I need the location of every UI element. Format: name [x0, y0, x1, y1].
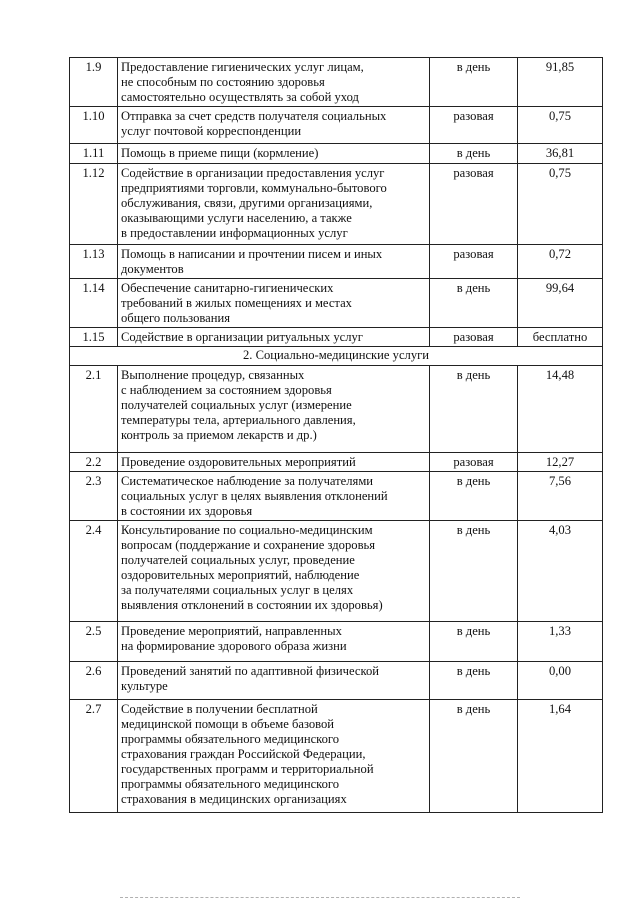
table-row: [70, 245, 603, 279]
row-number: 2.6: [70, 662, 118, 700]
service-price: 7,56: [518, 472, 603, 521]
table-row: [70, 662, 603, 700]
service-name-line: документов: [121, 262, 184, 276]
services-table: [69, 57, 603, 813]
service-name-line: требований в жилых помещениях и местах: [121, 296, 352, 310]
table-row: [70, 164, 603, 245]
service-name: [118, 521, 430, 622]
table-row: [70, 453, 603, 472]
service-name: [118, 472, 430, 521]
row-number: 1.11: [70, 144, 118, 164]
service-name: [118, 328, 430, 347]
service-name: [118, 366, 430, 453]
service-unit: разовая: [430, 164, 518, 245]
service-name-line: страхования в медицинских организациях: [121, 792, 347, 806]
row-number: 1.9: [70, 58, 118, 107]
row-number: 1.14: [70, 279, 118, 328]
service-price: 0,75: [518, 164, 603, 245]
table-row: [70, 279, 603, 328]
service-name-line: выявления отклонений в состоянии их здоровья): [121, 598, 383, 612]
service-name-line: Помощь в приеме пищи (кормление): [121, 146, 319, 160]
service-name-line: обслуживания, связи, другими организациями,: [121, 196, 373, 210]
service-unit: разовая: [430, 453, 518, 472]
service-name-line: Содействие в организации предоставления услуг: [121, 166, 385, 180]
service-price: бесплатно: [518, 328, 603, 347]
table-row: [70, 144, 603, 164]
service-name: [118, 164, 430, 245]
service-name: [118, 622, 430, 662]
service-name-line: вопросам (поддержание и сохранение здоровья: [121, 538, 376, 552]
table-row: [70, 366, 603, 453]
row-number: 2.4: [70, 521, 118, 622]
service-price: 0,75: [518, 107, 603, 144]
section-title: 2. Социально-медицинские услуги: [70, 347, 603, 366]
row-number: 2.2: [70, 453, 118, 472]
service-unit: в день: [430, 700, 518, 813]
service-name-line: на формирование здорового образа жизни: [121, 639, 347, 653]
table-row: [70, 622, 603, 662]
service-price: 1,64: [518, 700, 603, 813]
service-name: [118, 279, 430, 328]
service-unit: в день: [430, 58, 518, 107]
service-name-line: Консультирование по социально-медицинским: [121, 523, 373, 537]
service-price: 91,85: [518, 58, 603, 107]
service-name-line: программы обязательного медицинского: [121, 732, 340, 746]
row-number: 1.13: [70, 245, 118, 279]
service-name: [118, 58, 430, 107]
service-name-line: в предоставлении информационных услуг: [121, 226, 348, 240]
service-name-line: страхования граждан Российской Федерации,: [121, 747, 366, 761]
service-unit: в день: [430, 521, 518, 622]
service-unit: в день: [430, 279, 518, 328]
service-name-line: за получателями социальных услуг в целях: [121, 583, 354, 597]
service-unit: разовая: [430, 107, 518, 144]
row-number: 2.7: [70, 700, 118, 813]
row-number: 2.1: [70, 366, 118, 453]
service-name-line: Систематическое наблюдение за получателями: [121, 474, 374, 488]
table-row: [70, 328, 603, 347]
service-name: [118, 144, 430, 164]
service-name: [118, 700, 430, 813]
row-number: 2.5: [70, 622, 118, 662]
table-row: [70, 107, 603, 144]
service-price: 0,72: [518, 245, 603, 279]
service-name: [118, 245, 430, 279]
service-name-line: культуре: [121, 679, 168, 693]
service-name-line: Отправка за счет средств получателя социальных: [121, 109, 387, 123]
service-unit: в день: [430, 144, 518, 164]
table-row: [70, 472, 603, 521]
service-name-line: самостоятельно осуществлять за собой уход: [121, 90, 359, 104]
service-name-line: с наблюдением за состоянием здоровья: [121, 383, 332, 397]
services-table-body: [70, 58, 603, 813]
service-name-line: Проведение мероприятий, направленных: [121, 624, 342, 638]
service-name-line: Предоставление гигиенических услуг лицам,: [121, 60, 364, 74]
service-price: 0,00: [518, 662, 603, 700]
service-name-line: Содействие в получении бесплатной: [121, 702, 318, 716]
service-name-line: предприятиями торговли, коммунально-бытового: [121, 181, 387, 195]
service-unit: в день: [430, 366, 518, 453]
service-price: 1,33: [518, 622, 603, 662]
service-name-line: программы обязательного медицинского: [121, 777, 340, 791]
service-name-line: оздоровительных мероприятий, наблюдение: [121, 568, 360, 582]
table-row: [70, 58, 603, 107]
service-price: 99,64: [518, 279, 603, 328]
service-unit: в день: [430, 662, 518, 700]
service-price: 14,48: [518, 366, 603, 453]
service-name-line: социальных услуг в целях выявления отклонений: [121, 489, 388, 503]
service-name-line: не способным по состоянию здоровья: [121, 75, 325, 89]
service-name-line: услуг почтовой корреспонденции: [121, 124, 302, 138]
service-unit: разовая: [430, 328, 518, 347]
service-name-line: Содействие в организации ритуальных услуг: [121, 330, 363, 344]
page-bottom-rule: [120, 897, 520, 898]
service-price: 4,03: [518, 521, 603, 622]
service-name: [118, 453, 430, 472]
service-name-line: Помощь в написании и прочтении писем и иных: [121, 247, 383, 261]
service-name-line: температуры тела, артериального давления,: [121, 413, 356, 427]
service-name: [118, 107, 430, 144]
service-price: 36,81: [518, 144, 603, 164]
service-name-line: оказывающими услуги населению, а также: [121, 211, 352, 225]
service-name-line: Проведение оздоровительных мероприятий: [121, 455, 356, 469]
row-number: 1.15: [70, 328, 118, 347]
row-number: 1.10: [70, 107, 118, 144]
service-unit: в день: [430, 472, 518, 521]
service-name-line: государственных программ и территориальной: [121, 762, 374, 776]
service-name-line: общего пользования: [121, 311, 231, 325]
table-row: [70, 700, 603, 813]
service-name-line: Обеспечение санитарно-гигиенических: [121, 281, 334, 295]
table-row: [70, 521, 603, 622]
service-name-line: в состоянии их здоровья: [121, 504, 253, 518]
section-header-row: [70, 347, 603, 366]
service-name-line: получателей социальных услуг (измерение: [121, 398, 352, 412]
service-name: [118, 662, 430, 700]
service-name-line: Выполнение процедур, связанных: [121, 368, 305, 382]
service-name-line: Проведений занятий по адаптивной физической: [121, 664, 379, 678]
service-unit: в день: [430, 622, 518, 662]
service-price: 12,27: [518, 453, 603, 472]
row-number: 2.3: [70, 472, 118, 521]
service-name-line: контроль за приемом лекарств и др.): [121, 428, 317, 442]
service-name-line: получателей социальных услуг, проведение: [121, 553, 355, 567]
row-number: 1.12: [70, 164, 118, 245]
service-unit: разовая: [430, 245, 518, 279]
service-name-line: медицинской помощи в объеме базовой: [121, 717, 335, 731]
